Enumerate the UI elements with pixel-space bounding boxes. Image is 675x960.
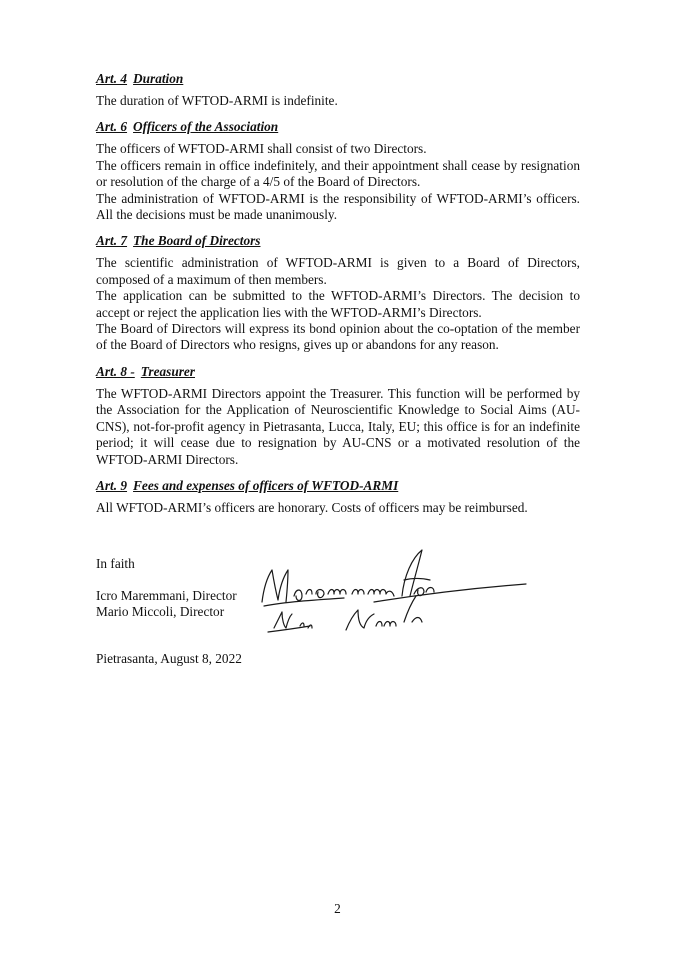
section-heading	[96, 232, 580, 250]
section-art-8	[96, 363, 580, 468]
section-art-9	[96, 477, 580, 516]
section-heading	[96, 70, 580, 88]
article-title: Fees and expenses of officers of WFTOD-ARMI	[133, 477, 399, 493]
article-number: Art. 4	[96, 71, 128, 86]
paragraph: All WFTOD-ARMI’s officers are honorary. Costs of officers may be reimbursed.	[96, 499, 528, 515]
paragraph: The duration of WFTOD-ARMI is indefinite.	[96, 93, 338, 108]
article-number: Art. 9	[96, 477, 128, 493]
section-art-6	[96, 118, 580, 223]
paragraph: The officers remain in office indefinitely, and their appointment shall cease by resignation or resolution of the charge of a 4/5 of the Board of Directors.	[96, 157, 580, 190]
section-art-4	[96, 70, 580, 109]
paragraph: The Board of Directors will express its bond opinion about the co-optation of the member of the Board of Directors who resigns, gives up or abandons for any reason.	[96, 321, 580, 353]
article-number: Art. 7	[96, 233, 128, 249]
paragraph: The application can be submitted to the WFTOD-ARMI’s Directors. The decision to accept or reject the application lies with the WFTOD-ARMI’s Directors.	[96, 288, 580, 320]
place-and-date: Pietrasanta, August 8, 2022	[96, 651, 242, 666]
handwritten-signatures	[254, 536, 534, 646]
article-title: Treasurer	[140, 363, 195, 379]
article-title: Officers of the Association	[133, 119, 279, 135]
paragraph: The scientific administration of WFTOD-ARMI is given to a Board of Directors, composed of a maximum of then members.	[96, 255, 580, 287]
paragraph: The officers of WFTOD-ARMI shall consist of two Directors.	[96, 141, 427, 157]
section-heading	[96, 118, 580, 136]
articles-body	[96, 70, 580, 525]
paragraph: The administration of WFTOD-ARMI is the responsibility of WFTOD-ARMI’s officers. All the decisions must be made unanimously.	[96, 190, 580, 223]
article-title: The Board of Directors	[133, 233, 261, 249]
section-art-7	[96, 232, 580, 353]
section-heading	[96, 363, 580, 381]
article-title: Duration	[133, 71, 184, 86]
page-number: 2	[334, 901, 341, 916]
article-number: Art. 6	[96, 119, 128, 135]
director-name-1: Icro Maremmani, Director	[96, 588, 237, 603]
paragraph: The WFTOD-ARMI Directors appoint the Treasurer. This function will be performed by the Association for the Application of Neuroscientific Knowledge to Social Aims (AU-CNS), not-for-profit agency in Pietrasanta, Lucca, Italy, EU; this office is for an indefinite period; it will cease due to resignation by AU-CNS or a motivated resolution of the WFTOD-ARMI Directors.	[96, 385, 580, 467]
director-name-2: Mario Miccoli, Director	[96, 604, 225, 619]
section-heading	[96, 477, 580, 495]
article-number: Art. 8 -	[96, 363, 135, 379]
in-faith-text: In faith	[96, 556, 135, 571]
